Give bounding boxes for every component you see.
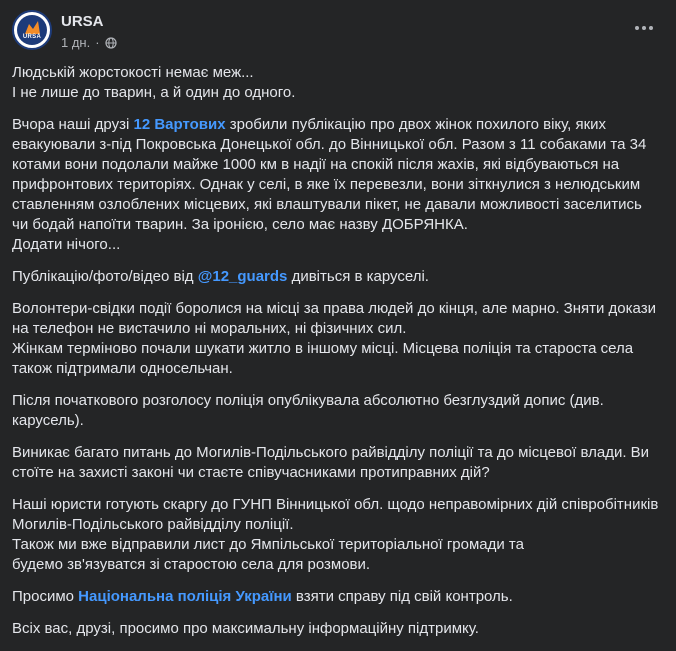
- ursa-logo-icon: [17, 15, 47, 45]
- text-segment: Волонтери-свідки події боролися на місці за права людей до кінця, але марно. Зняти докази на телефон не вистачило ні моральних, ні фізичних сил.: [12, 300, 656, 337]
- mention-link-12-vartovykh[interactable]: 12 Вартових: [133, 116, 226, 133]
- text-line: будемо зв'язуватся зі старостою села для розмови.: [12, 556, 371, 573]
- paragraph-4: [12, 299, 662, 379]
- avatar-text: URSA: [22, 34, 42, 40]
- text-segment: Просимо: [12, 588, 79, 605]
- text-segment: взяти справу під свій контроль.: [291, 588, 513, 605]
- text-segment: Жінкам терміново почали шукати житло в іншому місці. Місцева поліція та староста села також підтримали односельчан.: [12, 340, 634, 377]
- menu-dot: [635, 26, 639, 30]
- globe-icon[interactable]: [105, 37, 117, 49]
- text-line: Додати нічого...: [12, 236, 121, 253]
- paragraph-2: [12, 115, 662, 255]
- text-line: Людській жорстокості немає меж...: [12, 64, 254, 81]
- text-line: Також ми вже відправили лист до Ямпільської територіальної громади та: [12, 536, 524, 553]
- page-name-link[interactable]: URSA: [61, 13, 104, 30]
- meta-separator: ·: [95, 35, 100, 50]
- text-segment: дивіться в каруселі.: [287, 268, 429, 285]
- post-meta: [61, 35, 117, 50]
- paragraph-8: [12, 587, 662, 607]
- text-segment: Публікацію/фото/відео від: [12, 268, 198, 285]
- paragraph-9: Всіх вас, друзі, просимо про максимальну інформаційну підтримку.: [12, 620, 479, 637]
- more-options-icon[interactable]: [630, 18, 658, 38]
- ursa-logo-shape: [17, 15, 47, 45]
- post-timestamp[interactable]: 1 дн.: [61, 35, 91, 50]
- avatar[interactable]: [12, 10, 52, 50]
- text-line: І не лише до тварин, а й один до одного.: [12, 84, 296, 101]
- mention-link-national-police[interactable]: Національна поліція України: [78, 588, 292, 605]
- paragraph-7: [12, 495, 662, 575]
- text-segment: Вчора наші друзі: [12, 116, 134, 133]
- menu-dot: [642, 26, 646, 30]
- paragraph-1: [12, 63, 662, 103]
- text-segment: Наші юристи готують скаргу до ГУНП Вінницької обл. щодо неправомірних дій співробітників Могилів-Подільського райвідділу поліції.: [12, 496, 659, 533]
- post-header: [12, 10, 664, 52]
- paragraph-6: Виникає багато питань до Могилів-Подільського райвідділу поліції та до місцевої влади. Ви стоїте на захисті законі чи стаєте співучасниками протиправних дій?: [12, 444, 650, 481]
- text-segment: зробили публікацію про двох жінок похилого віку, яких евакуювали з-під Покровська Донецької обл. до Вінницької обл. Разом з 11 собаками та 34 котами вони подолали майже 1000 км в надії на спокій після жахів, які відбуваються на прифронтових територіях. Однак у селі, в яке їх перевезли, вони зіткнулися з нелюдським ставленням озлоблених місцевих, які влаштували пікет, не давали можливості заселитись чи бодай напоїти тварин. За іронією, село має назву ДОБРЯНКА.: [12, 116, 647, 233]
- menu-dot: [649, 26, 653, 30]
- paragraph-3: [12, 267, 662, 287]
- post-body: [12, 63, 662, 651]
- mention-link-12-guards[interactable]: @12_guards: [197, 268, 288, 285]
- paragraph-5: Після початкового розголосу поліція опублікувала абсолютно безглуздий допис (див. карусель).: [12, 392, 604, 429]
